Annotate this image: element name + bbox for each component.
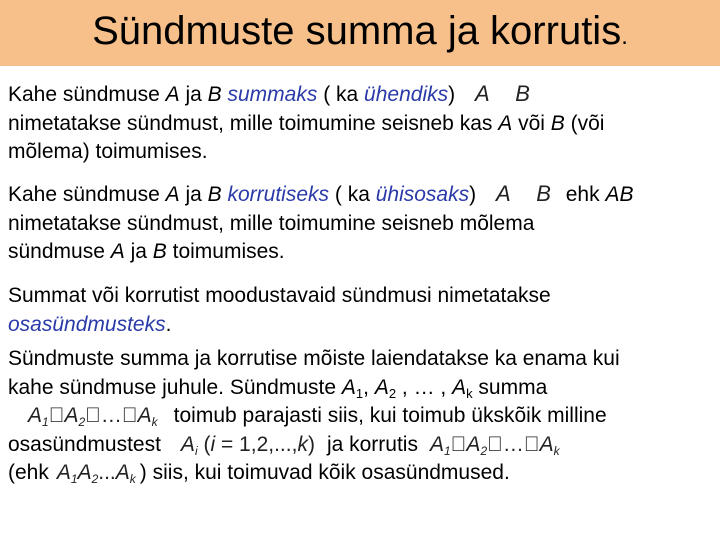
term-summaks: summaks (227, 83, 318, 106)
term-korrutiseks: korrutiseks (227, 183, 330, 206)
p1-line3: mõlema) toimumises. (8, 140, 208, 163)
formula-sum-k: $A_1 A_2 \dots A_k$ (28, 404, 158, 429)
text: ) (448, 83, 456, 106)
var-b: B (207, 183, 222, 206)
var-b: B (207, 83, 222, 106)
var-a: A (498, 111, 513, 135)
text: ja (179, 83, 208, 106)
p3-line1: Summat või korrutist moodustavaid sündmusi nimetatakse (8, 284, 551, 307)
paragraph-components (8, 282, 713, 339)
formula-a-intersect-b: A  B (495, 181, 552, 206)
text: toimumises. (166, 240, 285, 263)
formula-ai-range: $A_i$ (i = 1,2,...,k) (180, 432, 315, 458)
p3-line2 (8, 311, 713, 340)
p1-line2 (8, 110, 713, 139)
paragraph-sum-definition (8, 80, 713, 167)
text: summa (472, 375, 548, 399)
text: Kahe sündmuse (8, 83, 166, 106)
text: nimetatakse sündmust, mille toimumine seisneb kas (8, 111, 499, 135)
text: ) (469, 183, 477, 206)
subscript: k (466, 385, 473, 401)
var-b: B (152, 240, 167, 263)
var-a: A (374, 375, 389, 399)
text: (või (564, 111, 605, 135)
text: (ehk (8, 461, 49, 484)
text: ( ka (329, 183, 376, 206)
text: kahe sündmuse juhule. Sündmuste (8, 375, 342, 399)
p4-line3 (8, 402, 713, 431)
formula-ehk-product: $A_1A_2...A_k$ (56, 461, 136, 486)
var-ab: AB (605, 183, 634, 206)
text: Kahe sündmuse (8, 183, 166, 206)
var-a: A (452, 375, 467, 399)
paragraph-product-definition (8, 180, 713, 267)
subscript: 2 (388, 385, 397, 401)
var-a: A (341, 375, 356, 399)
text: sündmuse (8, 240, 111, 263)
text: ja korrutis (326, 432, 418, 456)
term-uhisosaks: ühisosaks (375, 183, 470, 206)
text: ( ka (317, 83, 365, 106)
formula-a-union-b: A  B (474, 81, 531, 106)
text: või (512, 111, 551, 135)
p4-line4 (8, 431, 713, 460)
p2-line1 (8, 180, 713, 210)
title-text: Sündmuste summa ja korrutis (92, 9, 622, 53)
subscript: 1 (355, 385, 364, 401)
var-a: A (165, 183, 180, 206)
text: . (165, 312, 172, 336)
text: ) siis, kui toimuvad kõik osasündmused. (139, 461, 510, 484)
text: ehk (559, 183, 606, 206)
text: toimub parajasti siis, kui toimub ükskõik milline (173, 404, 607, 427)
var-b: B (550, 111, 565, 135)
p4-line5 (8, 459, 713, 488)
term-uhendiks: ühendiks (364, 83, 449, 106)
var-a: A (165, 83, 180, 106)
slide-title (0, 6, 720, 62)
text: osasündmustest (8, 432, 161, 456)
text: ja (124, 240, 153, 263)
text: , … , (396, 375, 453, 399)
text: , (363, 375, 375, 399)
var-a: A (110, 240, 125, 263)
p4-line1: Sündmuste summa ja korrutise mõiste laiendatakse ka enama kui (8, 347, 620, 370)
p4-line2 (8, 374, 713, 403)
p2-line3 (8, 238, 713, 267)
paragraph-generalization (8, 345, 713, 488)
p1-line1 (8, 80, 713, 110)
title-dot: . (621, 23, 628, 50)
text: ja (179, 183, 208, 206)
term-osasundmusteks: osasündmusteks (8, 312, 166, 336)
p2-line2: nimetatakse sündmust, mille toimumine seisneb mõlema (8, 211, 535, 235)
formula-product-k: $A_1 A_2 \dots A_k$ (429, 432, 560, 458)
